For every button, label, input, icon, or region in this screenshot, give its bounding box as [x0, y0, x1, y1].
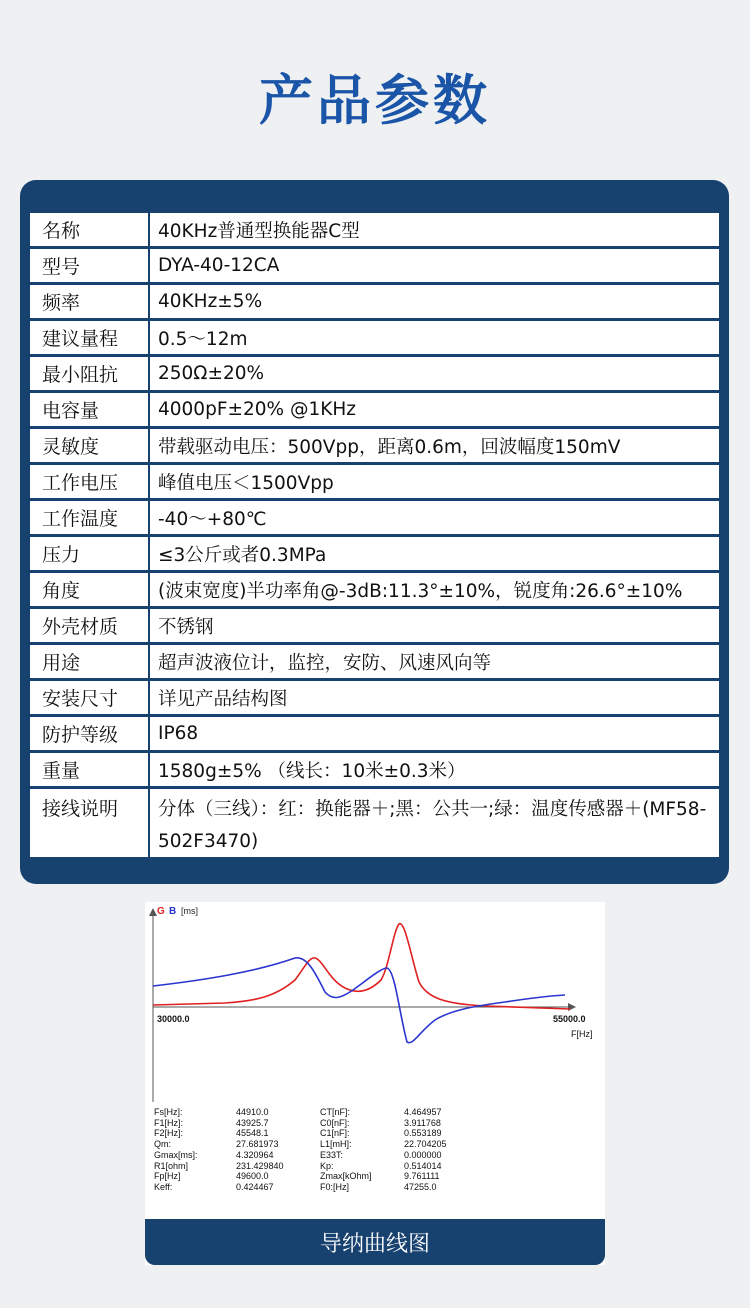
spec-value: DYA-40-12CA: [158, 255, 280, 276]
spec-row: [30, 429, 719, 462]
spec-value: 250Ω±20%: [158, 363, 265, 384]
parameter-cell: C0[nF]:: [320, 1117, 350, 1128]
spec-value: -40～+80℃: [158, 508, 267, 530]
parameter-cell: Qm:: [154, 1139, 171, 1150]
spec-key: 接线说明: [30, 789, 150, 857]
parameter-cell: 27.681973: [236, 1139, 279, 1150]
spec-key: 角度: [30, 573, 150, 606]
spec-value: 峰值电压＜1500Vpp: [158, 472, 334, 494]
parameter-cell: 3.911768: [404, 1117, 441, 1128]
spec-key: 型号: [30, 249, 150, 282]
parameter-cell: 4.464957: [404, 1107, 442, 1117]
spec-value: ≤3公斤或者0.3MPa: [158, 544, 327, 566]
spec-key: 用途: [30, 645, 150, 678]
spec-value: (波束宽度)半功率角@-3dB:11.3°±10%，锐度角:26.6°±10%: [158, 580, 683, 602]
spec-key: 频率: [30, 285, 150, 318]
spec-row: [30, 717, 719, 750]
g-series-curve: [153, 924, 570, 1009]
parameter-cell: 9.761111: [404, 1171, 440, 1182]
spec-row: [30, 285, 719, 318]
page-title: 产品参数: [259, 69, 491, 132]
parameter-cell: F1[Hz]:: [154, 1117, 184, 1128]
spec-key: 工作电压: [30, 465, 150, 498]
spec-key: 工作温度: [30, 501, 150, 534]
spec-key: 外壳材质: [30, 609, 150, 642]
spec-row: [30, 753, 719, 786]
legend-b: B: [169, 906, 177, 917]
spec-key: 最小阻抗: [30, 357, 150, 390]
spec-value: 详见产品结构图: [158, 688, 288, 710]
parameter-row: [154, 1118, 474, 1129]
parameter-cell: F0:[Hz]: [320, 1181, 350, 1192]
spec-row: [30, 321, 719, 354]
spec-row: [30, 249, 719, 282]
parameter-cell: 43925.7: [236, 1117, 269, 1128]
spec-row: [30, 645, 719, 678]
parameter-cell: 22.704205: [404, 1139, 447, 1150]
spec-key: 电容量: [30, 393, 150, 426]
parameter-row: [154, 1171, 474, 1182]
spec-value: 超声波液位计，监控，安防、风速风向等: [158, 652, 492, 674]
parameter-row: [154, 1139, 474, 1150]
spec-value: IP68: [158, 723, 199, 744]
spec-panel: [20, 180, 729, 884]
parameter-cell: 231.429840: [236, 1160, 284, 1171]
parameter-cell: CT[nF]:: [320, 1107, 351, 1117]
spec-key: 安装尺寸: [30, 681, 150, 714]
parameter-cell: 47255.0: [404, 1181, 437, 1192]
b-series-curve: [153, 958, 565, 1043]
spec-value: 不锈钢: [158, 616, 214, 638]
spec-key: 防护等级: [30, 717, 150, 750]
parameter-cell: Fs[Hz]:: [154, 1107, 183, 1117]
spec-key: 重量: [30, 753, 150, 786]
admittance-chart-card: [145, 902, 605, 1265]
spec-value: 分体（三线）：红：换能器＋;黑：公共一;绿：温度传感器＋(MF58-502F3470): [158, 799, 707, 852]
spec-row: [30, 501, 719, 534]
x-axis-arrow: [568, 1003, 576, 1011]
spec-key: 灵敏度: [30, 429, 150, 462]
spec-row: [30, 609, 719, 642]
parameter-cell: L1[mH]:: [320, 1139, 352, 1150]
parameter-cell: Gmax[ms]:: [154, 1149, 198, 1160]
spec-row: [30, 393, 719, 426]
spec-key: 名称: [30, 213, 150, 246]
parameter-row: [154, 1161, 474, 1172]
parameter-cell: 4.320964: [236, 1149, 274, 1160]
spec-value: 40KHz±5%: [158, 291, 263, 312]
parameter-row: [154, 1182, 474, 1193]
parameter-row: [154, 1107, 474, 1118]
spec-row: [30, 213, 719, 246]
parameter-row: [154, 1128, 474, 1139]
chart-caption: 导纳曲线图: [145, 1219, 605, 1265]
legend-g: G: [157, 906, 165, 917]
spec-row: [30, 573, 719, 606]
parameter-cell: 49600.0: [236, 1171, 269, 1182]
x-unit-label: F[Hz]: [571, 1029, 593, 1039]
y-axis-arrow: [149, 908, 157, 916]
spec-table: [30, 213, 719, 860]
legend-unit: [ms]: [181, 906, 198, 916]
spec-value: 带载驱动电压：500Vpp，距离0.6m，回波幅度150mV: [158, 436, 621, 458]
parameter-cell: E33T:: [320, 1149, 344, 1160]
parameter-cell: 0.424467: [236, 1181, 274, 1192]
parameter-cell: F2[Hz]:: [154, 1128, 184, 1139]
parameter-cell: R1[ohm]: [154, 1160, 189, 1171]
x-start-label: 30000.0: [157, 1014, 190, 1024]
parameter-cell: 44910.0: [236, 1107, 269, 1117]
parameter-cell: 0.514014: [404, 1160, 442, 1171]
spec-row: [30, 465, 719, 498]
parameter-cell: Zmax[kOhm]: [320, 1171, 372, 1182]
spec-value: 0.5～12m: [158, 328, 248, 350]
spec-key: 建议量程: [30, 321, 150, 354]
spec-value: 1580g±5% （线长：10米±0.3米）: [158, 760, 466, 782]
spec-row: [30, 357, 719, 390]
parameter-cell: 0.553189: [404, 1128, 442, 1139]
parameter-cell: Kp:: [320, 1160, 334, 1171]
parameter-row: [154, 1150, 474, 1161]
spec-row: [30, 789, 719, 857]
x-end-label: 55000.0: [553, 1014, 586, 1024]
parameter-cell: 45548.1: [236, 1128, 269, 1139]
parameter-cell: Keff:: [154, 1181, 173, 1192]
parameter-table: [154, 1107, 474, 1193]
spec-key: 压力: [30, 537, 150, 570]
parameter-cell: C1[nF]:: [320, 1128, 350, 1139]
spec-value: 40KHz普通型换能器C型: [158, 220, 360, 242]
spec-row: [30, 537, 719, 570]
parameter-cell: Fp[Hz]: [154, 1171, 181, 1182]
spec-value: 4000pF±20% @1KHz: [158, 399, 356, 420]
parameter-cell: 0.000000: [404, 1149, 442, 1160]
spec-row: [30, 681, 719, 714]
